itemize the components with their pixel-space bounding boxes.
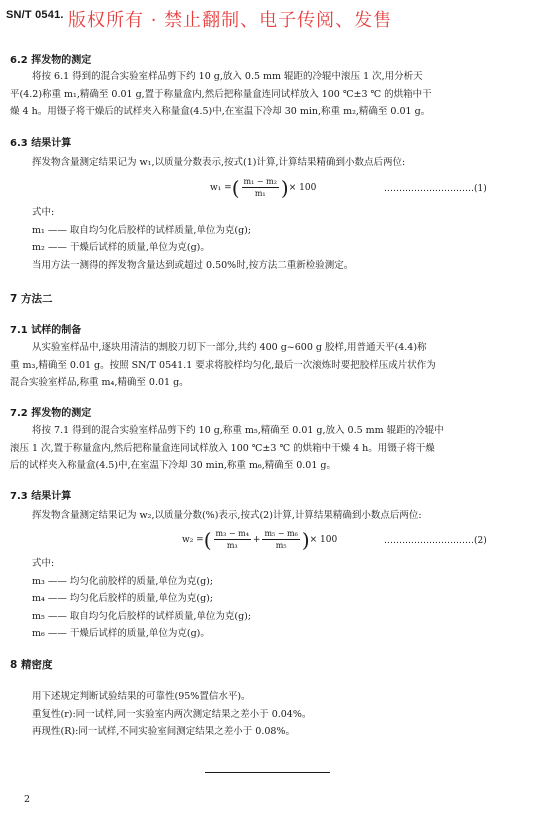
equation-number-1: …………………………(1) bbox=[384, 184, 487, 194]
text-line: 平(4.2)称重 m₁,精确至 0.01 g,置于称量盒内,然后把称量盒连同试样放入 100 ℃±3 ℃ 的烘箱中干 bbox=[10, 88, 432, 100]
definition-line: m₄ —— 均匀化后胶样的质量,单位为克(g); bbox=[32, 593, 214, 604]
definitions-6-3 bbox=[32, 204, 353, 274]
heading-7-2: 7.2 挥发物的测定 bbox=[10, 408, 92, 419]
denominator: m₁ bbox=[254, 189, 266, 198]
intro-6-3: 挥发物含量测定结果记为 w₁,以质量分数表示,按式(1)计算,计算结果精确到小数点后两位: bbox=[32, 157, 406, 168]
right-paren: ) bbox=[301, 527, 310, 552]
paragraph-7-1 bbox=[10, 339, 436, 392]
fraction bbox=[242, 176, 279, 199]
copyright-watermark: 版权所有 · 禁止翻制、电子传阅、发售 bbox=[68, 10, 393, 31]
definition-line: m₁ —— 取自均匀化后胶样的试样质量,单位为克(g); bbox=[32, 224, 252, 236]
numerator: m₁ − m₂ bbox=[243, 177, 277, 186]
paragraph-7-2 bbox=[10, 422, 444, 475]
definition-line: m₅ —— 取自均匀化后胶样的试样质量,单位为克(g); bbox=[32, 610, 252, 622]
definition-line: m₃ —— 均匀化前胶样的质量,单位为克(g); bbox=[32, 575, 214, 587]
numerator: m₃ − m₄ bbox=[215, 529, 249, 538]
text-line: 后的试样夹入称量盒(4.5)中,在室温下冷却 30 min,称重 m₆,精确至 0.01 g。 bbox=[10, 460, 336, 471]
intro-7-3: 挥发物含量测定结果记为 w₂,以质量分数(%)表示,按式(2)计算,计算结果精确到小数点后两位: bbox=[32, 510, 422, 521]
definition-line: m₆ —— 干燥后试样的质量,单位为克(g)。 bbox=[32, 628, 210, 639]
heading-7-3: 7.3 结果计算 bbox=[10, 491, 72, 502]
equation-1 bbox=[210, 176, 316, 199]
fraction bbox=[262, 528, 299, 551]
where-label: 式中: bbox=[32, 558, 55, 569]
left-paren: ( bbox=[203, 527, 212, 552]
plus-sign: + bbox=[252, 534, 261, 545]
fraction bbox=[214, 528, 251, 551]
where-label: 式中: bbox=[32, 207, 55, 218]
paragraph-8 bbox=[32, 688, 311, 741]
definitions-7-3 bbox=[32, 555, 251, 643]
equation-2 bbox=[182, 528, 337, 551]
heading-7: 7 方法二 bbox=[10, 293, 53, 305]
text-line: 重复性(r):同一试样,同一实验室内两次测定结果之差小于 0.04%。 bbox=[32, 708, 312, 720]
text-line: 混合实验室样品,称重 m₄,精确至 0.01 g。 bbox=[10, 377, 189, 388]
text-line: 滚压 1 次,置于称量盒内,然后把称量盒连同试样放入 100 ℃±3 ℃ 的烘箱中干燥 4 h。用镊子将干燥 bbox=[10, 442, 435, 454]
left-paren: ( bbox=[231, 175, 240, 200]
page-number: 2 bbox=[24, 794, 31, 805]
right-paren: ) bbox=[280, 175, 289, 200]
text-line: 将按 7.1 得到的混合实验室样品剪下约 10 g,称重 m₅,精确至 0.01 g,放入 0.5 mm 辊距的冷辊中 bbox=[32, 425, 444, 436]
text-line: 燥 4 h。用镊子将干燥后的试样夹入称量盒(4.5)中,在室温下冷却 30 min,称重 m₂,精确至 0.01 g。 bbox=[10, 106, 431, 117]
note-line: 当用方法一测得的挥发物含量达到或超过 0.50%时,按方法二重新检验测定。 bbox=[32, 259, 354, 271]
text-line: 从实验室样品中,逐块用清洁的割胶刀切下一部分,共约 400 g~600 g 胶样,用普通天平(4.4)称 bbox=[32, 342, 427, 353]
text-line: 将按 6.1 得到的混合实验室样品剪下约 10 g,放入 0.5 mm 辊距的冷辊中滚压 1 次,用分析天 bbox=[32, 71, 423, 82]
standard-code: SN/T 0541. bbox=[6, 9, 64, 21]
end-rule bbox=[205, 772, 330, 773]
text-line: 重 m₃,精确至 0.01 g。按照 SN/T 0541.1 要求将胶样均匀化,最后一次滚炼时要把胶样压成片状作为 bbox=[10, 359, 436, 371]
equation-tail: × 100 bbox=[309, 534, 338, 545]
equation-lhs: w₁ = bbox=[210, 182, 232, 193]
heading-6-2: 6.2 挥发物的测定 bbox=[10, 55, 92, 66]
paragraph-6-2 bbox=[10, 68, 432, 121]
equation-tail: × 100 bbox=[288, 182, 317, 193]
equation-number-2: …………………………(2) bbox=[384, 536, 487, 546]
text-line: 再现性(R):同一试样,不同实验室间测定结果之差小于 0.08%。 bbox=[32, 726, 295, 737]
equation-lhs: w₂ = bbox=[182, 534, 204, 545]
denominator: m₃ bbox=[226, 541, 238, 550]
text-line: 用下述规定判断试验结果的可靠性(95%置信水平)。 bbox=[32, 691, 251, 702]
heading-6-3: 6.3 结果计算 bbox=[10, 138, 72, 149]
definition-line: m₂ —— 干燥后试样的质量,单位为克(g)。 bbox=[32, 242, 210, 253]
denominator: m₅ bbox=[275, 541, 287, 550]
numerator: m₅ − m₆ bbox=[264, 529, 298, 538]
heading-8: 8 精密度 bbox=[10, 659, 53, 671]
heading-7-1: 7.1 试样的制备 bbox=[10, 325, 82, 336]
